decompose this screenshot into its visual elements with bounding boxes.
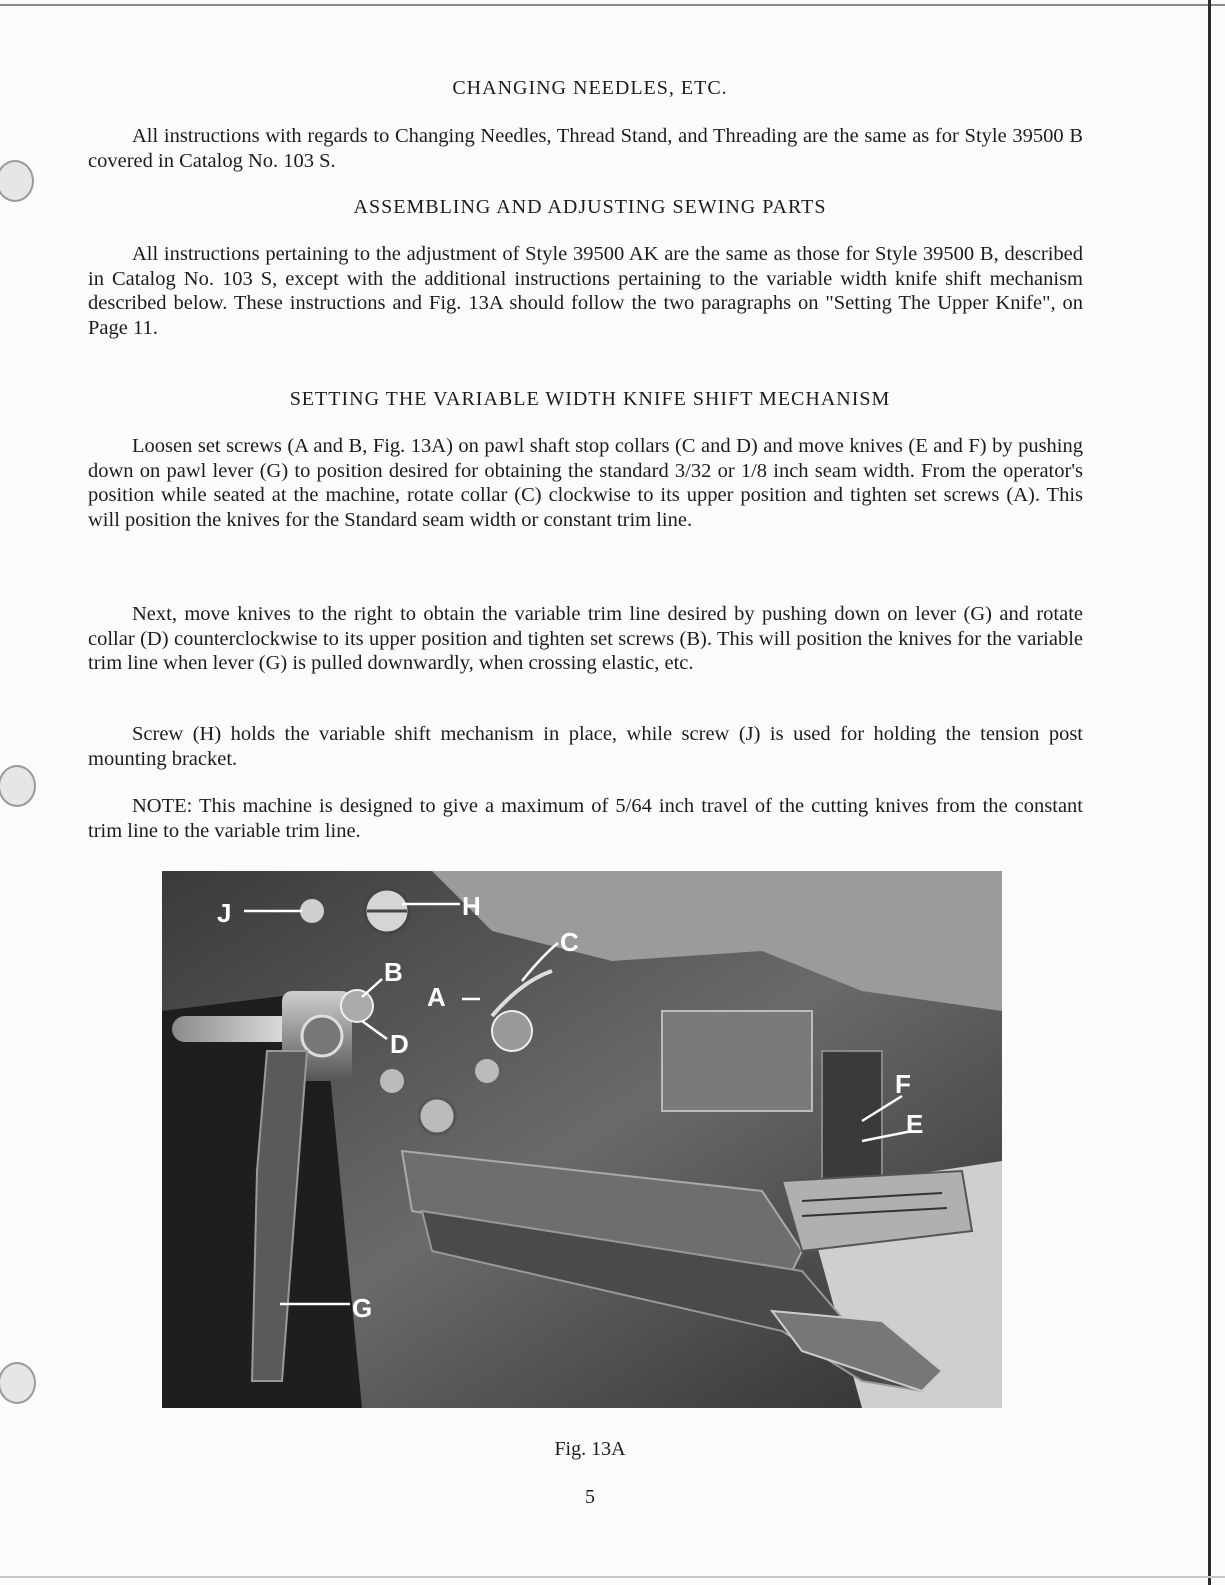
- collar-c: [492, 1011, 532, 1051]
- collar-d: [341, 990, 373, 1022]
- label-d: D: [390, 1029, 409, 1059]
- figure-caption: Fig. 13A: [554, 1438, 626, 1460]
- label-f: F: [895, 1069, 911, 1099]
- screw-j: [300, 899, 324, 923]
- page-edge: [1208, 0, 1211, 1585]
- heading-knife-shift: SETTING THE VARIABLE WIDTH KNIFE SHIFT MECHANISM: [289, 388, 891, 410]
- punch-hole-bottom: [0, 1362, 36, 1404]
- paragraph-next-move-knives: Next, move knives to the right to obtain the variable trim line desired by pushing down on lever (G) and rotate collar (D) counterclockwise to its upper position and tighten set screws (B). This will position the knives for the variable trim line when lever (G) is pulled downwardly, when crossing elastic, etc.: [88, 603, 1083, 675]
- figure-13a-photo: [162, 871, 1002, 1408]
- heading-changing-needles: CHANGING NEEDLES, ETC.: [452, 77, 728, 99]
- punch-hole-middle: [0, 765, 36, 807]
- knife-block: [662, 1011, 812, 1111]
- label-h: H: [462, 891, 481, 921]
- paragraph-loosen-set-screws: Loosen set screws (A and B, Fig. 13A) on pawl shaft stop collars (C and D) and move knives (E and F) by pushing down on pawl lever (G) to position desired for obtaining the standard 3/32 or 1/8 inch seam width. From the operator's position while seated at the machine, rotate collar (C) clockwise to its upper position and tighten set screws (A). This will position the knives for the Standard seam width or constant trim line.: [88, 435, 1083, 531]
- label-b: B: [384, 957, 403, 987]
- label-g: G: [352, 1293, 373, 1323]
- label-a: A: [427, 982, 446, 1012]
- paragraph-note: NOTE: This machine is designed to give a maximum of 5/64 inch travel of the cutting knives from the constant trim line to the variable trim line.: [88, 795, 1083, 842]
- paragraph-assembling: All instructions pertaining to the adjustment of Style 39500 AK are the same as those for Style 39500 B, described in Catalog No. 103 S, except with the additional instructions pertaining to the variable width knife shift mechanism described below. These instructions and Fig. 13A should follow the two paragraphs on "Setting The Upper Knife", on Page 11.: [88, 243, 1083, 339]
- paragraph-screw-h: Screw (H) holds the variable shift mechanism in place, while screw (J) is used for holding the tension post mounting bracket.: [88, 723, 1083, 770]
- top-rule: [0, 4, 1225, 6]
- bottom-rule: [0, 1576, 1225, 1578]
- paragraph-changing-needles: All instructions with regards to Changing Needles, Thread Stand, and Threading are the same as for Style 39500 B covered in Catalog No. 103 S.: [88, 125, 1083, 172]
- label-j: J: [217, 898, 232, 928]
- label-e: E: [906, 1109, 924, 1139]
- knives-ef: [822, 1051, 882, 1191]
- heading-assembling: ASSEMBLING AND ADJUSTING SEWING PARTS: [353, 196, 827, 218]
- page-number: 5: [585, 1486, 595, 1508]
- label-c: C: [560, 927, 579, 957]
